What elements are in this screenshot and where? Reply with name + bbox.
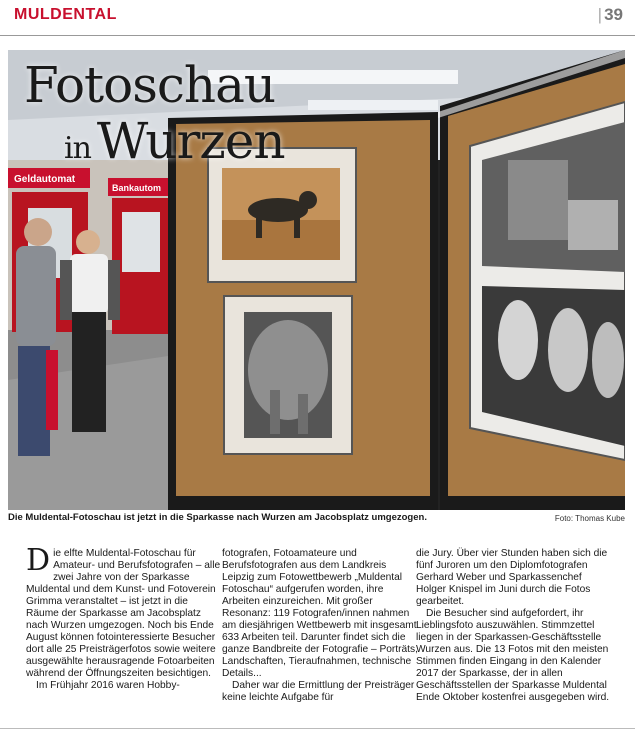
page-header [0, 0, 635, 36]
drop-cap: D [26, 543, 51, 578]
article-column-2 [222, 548, 418, 704]
headline [24, 58, 285, 178]
article-paragraph-4: Daher war die Ermittlung der Preisträger keine leichte Aufgabe für [222, 680, 415, 703]
page-number: | 39 [597, 5, 623, 24]
bank-sign-label: Bankautom [112, 183, 162, 193]
article-photo [8, 50, 625, 510]
footer-rule [0, 728, 635, 729]
headline-line-1: Fotoschau [24, 56, 276, 114]
article-paragraph-2: Im Frühjahr 2016 waren Hobby- [36, 680, 180, 691]
page-number-value: 39 [604, 5, 623, 24]
article-paragraph-1: ie elfte Muldental-Fotoschau für Amateur- und Berufsfotografen – alle zwei Jahre von der Sparkasse Muldental und dem Kunst- und Fotoverein Grimma veranstaltet – ist jetzt in die Räume der Sparkasse am Jacobsplatz nach Wurzen umgezogen. Noch bis Ende August können fotointeressierte Besucher dort alle 25 Preisträgerfotos sowie weitere ausgewählte herausragende Fotoarbeiten während der Öffnungszeiten besichtigen. [26, 548, 221, 679]
article-paragraph-6: Die Besucher sind aufgefordert, ihr Lieblingsfoto auszuwählen. Stimmzettel liegen in der Sparkassen-Geschäftsstelle Wurzen aus. Die 13 Fotos mit den meisten Stimmen finden Eingang in den Kalender 2017 der Sparkasse, der in allen Geschäftsstellen der Sparkasse Muldental Ende Oktober kostenfrei ausgegeben wird. [416, 608, 610, 703]
headline-line-2 [24, 112, 285, 178]
article-column-3 [416, 548, 612, 704]
section-title: MULDENTAL [14, 6, 117, 23]
photo-credit: Foto: Thomas Kube [554, 514, 625, 523]
headline-in: in [64, 131, 91, 166]
article-column-1 [26, 543, 222, 692]
article-paragraph-5: die Jury. Über vier Stunden haben sich die fünf Juroren um den Diplomfotografen Gerhard Weber und Sparkassenchef Holger Knispel im Juni durch die Fotos gearbeitet. [416, 548, 608, 607]
headline-wurzen: Wurzen [96, 112, 285, 170]
photo-caption: Die Muldental-Fotoschau ist jetzt in die Sparkasse nach Wurzen am Jacobsplatz umgezogen. [8, 512, 427, 523]
atm-sign-label: Geldautomat [14, 174, 76, 185]
article-paragraph-3: fotografen, Fotoamateure und Berufsfotografen aus dem Landkreis Leipzig zum Fotowettbewerb „Muldental Fotoschau“ aufgerufen worden, ihre Arbeiten einzureichen. Mit großer Resonanz: 119 Fotografen/innen nahmen am diesjährigen Wettbewerb mit insgesamt 633 Arbeiten teil. Darunter findet sich die ganze Bandbreite der Fotografie – Porträts, Landschaften, Tieraufnahmen, technische Details... [222, 548, 418, 679]
